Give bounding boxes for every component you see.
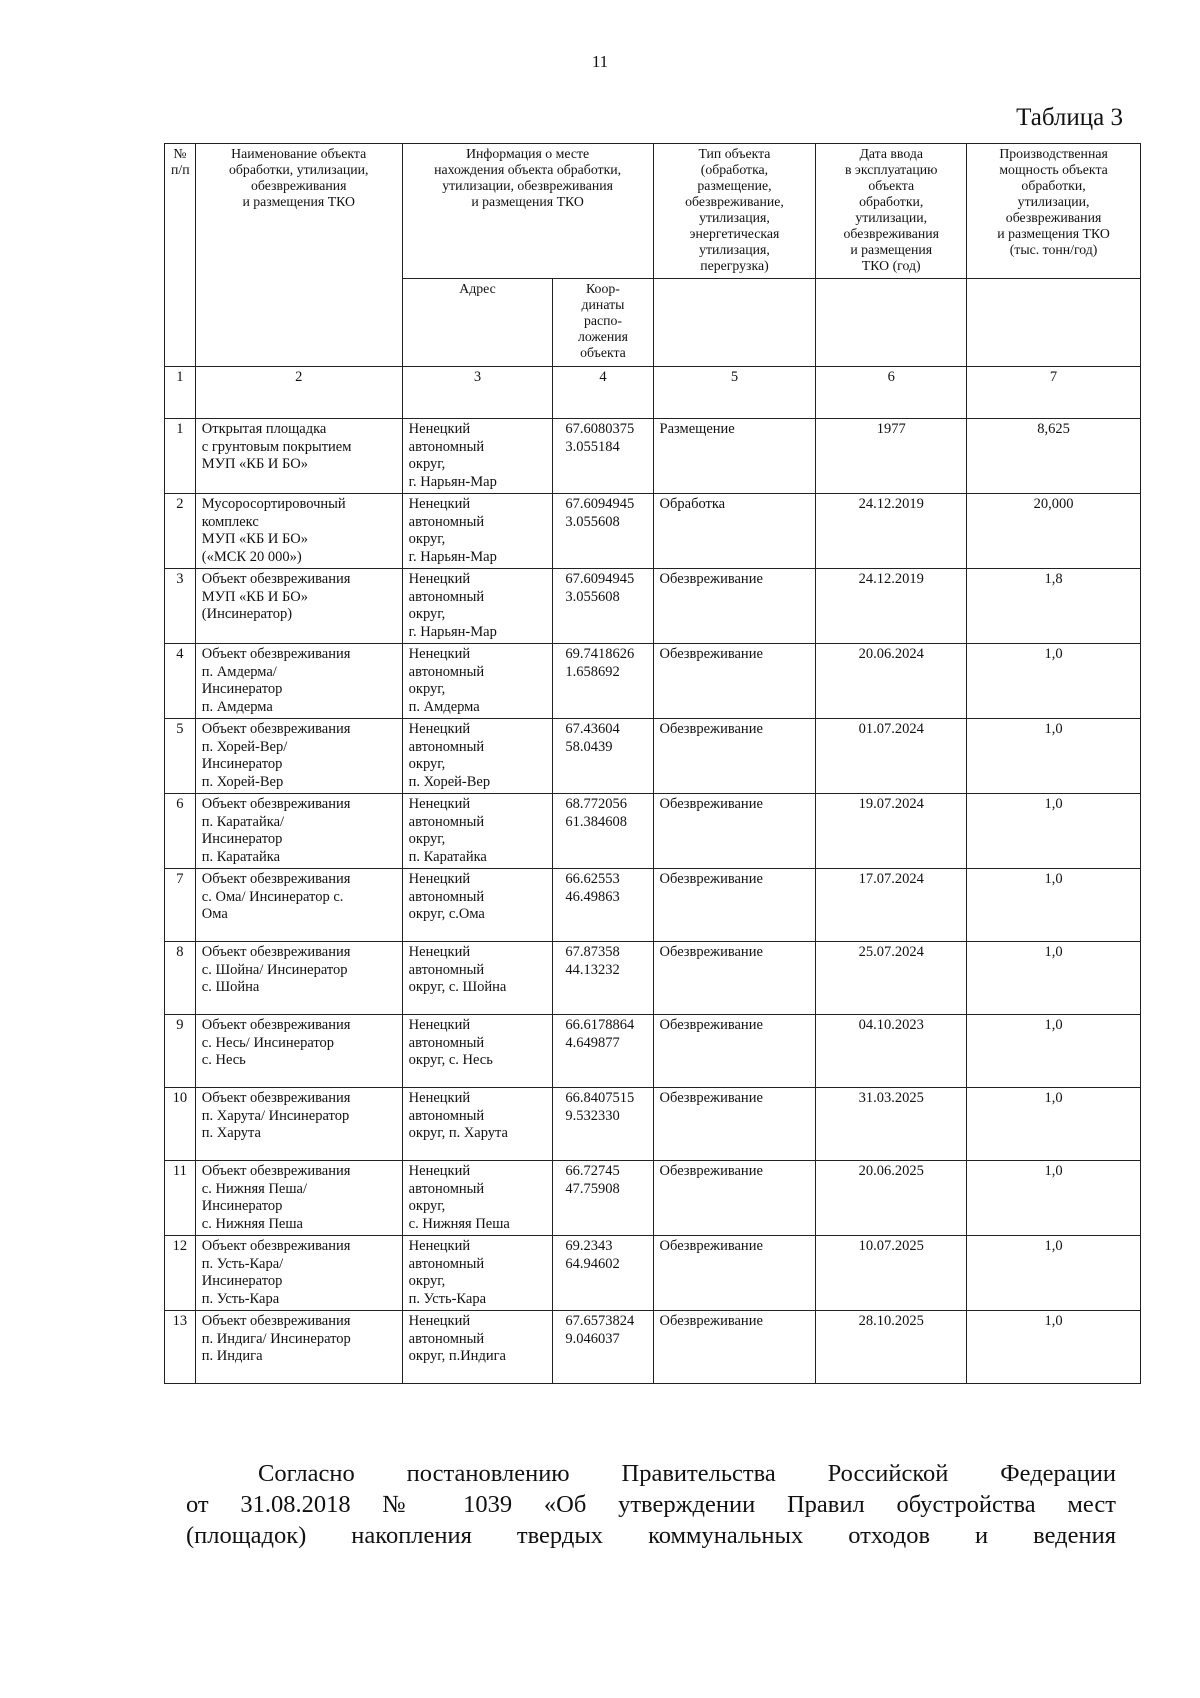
cell-line: 67.6573824	[565, 1313, 635, 1329]
cell-line: МУП «КБ И БО»	[201, 531, 308, 547]
cell-line: с. Несь	[201, 1052, 246, 1068]
header-line: Информация о месте	[466, 146, 590, 161]
header-line: №	[173, 146, 187, 161]
header-line: обработки,	[1021, 178, 1086, 193]
cell-line: 9.532330	[565, 1107, 620, 1124]
cell-line: г. Нарьян-Мар	[408, 623, 497, 640]
facility-name	[195, 942, 402, 1015]
commissioning-date: 20.06.2024	[816, 644, 967, 719]
cell-line: Объект обезвреживания	[201, 721, 351, 737]
header-sub-empty	[967, 279, 1141, 367]
facility-capacity: 1,0	[967, 869, 1141, 942]
header-line: утилизация,	[699, 242, 770, 257]
facility-type: Обезвреживание	[653, 1311, 816, 1384]
cell-line: Инсинератор	[201, 681, 283, 697]
header-col-location	[402, 144, 653, 279]
facility-coordinates	[553, 869, 653, 942]
header-line: утилизации,	[1017, 194, 1090, 209]
header-line: и размещения ТКО	[471, 194, 584, 209]
cell-line: п. Усть-Кара	[201, 1290, 280, 1307]
commissioning-date: 17.07.2024	[816, 869, 967, 942]
header-line: в эксплуатацию	[844, 162, 938, 177]
cell-line: с. Нижняя Пеша	[201, 1215, 303, 1232]
cell-line: п. Хорей-Вер/	[201, 738, 288, 755]
table-row	[165, 719, 1141, 794]
commissioning-date: 24.12.2019	[816, 494, 967, 569]
facility-capacity: 1,0	[967, 942, 1141, 1015]
facility-coordinates	[553, 569, 653, 644]
row-number: 5	[165, 719, 196, 794]
facility-capacity: 1,0	[967, 1161, 1141, 1236]
facility-address	[402, 794, 553, 869]
facility-capacity: 1,0	[967, 644, 1141, 719]
row-number: 2	[165, 494, 196, 569]
cell-line: округ,	[408, 681, 446, 697]
cell-line: автономный	[408, 588, 485, 605]
header-line: распо-	[583, 313, 622, 328]
cell-line: п. Индига/ Инсинератор	[201, 1330, 351, 1347]
facility-address	[402, 494, 553, 569]
paragraph-line: (площадок) накопления твердых коммунальных отходов и ведения	[186, 1522, 1116, 1549]
header-sub-empty	[653, 279, 816, 367]
cell-line: с. Несь/ Инсинератор	[201, 1034, 335, 1051]
cell-line: 9.046037	[565, 1330, 620, 1347]
header-line: и размещения ТКО	[242, 194, 355, 209]
cell-line: Объект обезвреживания	[201, 1238, 351, 1254]
table-row	[165, 869, 1141, 942]
cell-line: 67.6094945	[565, 496, 635, 512]
header-line: обезвреживания	[843, 226, 939, 241]
cell-line: Инсинератор	[201, 1273, 283, 1289]
cell-line: округ,	[408, 1273, 446, 1289]
cell-line: автономный	[408, 663, 485, 680]
header-line: утилизация,	[699, 210, 770, 225]
header-line: Производственная	[999, 146, 1108, 161]
cell-line: автономный	[408, 1180, 485, 1197]
cell-line: 66.62553	[565, 871, 620, 887]
facility-coordinates	[553, 1236, 653, 1311]
header-line: обезвреживания	[1005, 210, 1102, 225]
facility-coordinates	[553, 794, 653, 869]
table-caption: Таблица 3	[1016, 104, 1123, 131]
facility-capacity: 1,0	[967, 1311, 1141, 1384]
column-number: 1	[165, 367, 196, 419]
facility-coordinates	[553, 644, 653, 719]
header-line: утилизации, обезвреживания	[442, 178, 613, 193]
cell-line: Ненецкий	[408, 1017, 471, 1033]
facility-coordinates	[553, 719, 653, 794]
header-line: п/п	[171, 162, 190, 177]
cell-line: с. Шойна/ Инсинератор	[201, 961, 348, 978]
table-row	[165, 1015, 1141, 1088]
commissioning-date: 28.10.2025	[816, 1311, 967, 1384]
cell-line: п. Хорей-Вер	[408, 773, 491, 790]
cell-line: округ, с. Шойна	[408, 979, 507, 995]
column-number: 6	[816, 367, 967, 419]
facility-type: Обезвреживание	[653, 719, 816, 794]
cell-line: Инсинератор	[201, 1198, 283, 1214]
facility-name	[195, 494, 402, 569]
commissioning-date: 20.06.2025	[816, 1161, 967, 1236]
cell-line: комплекс	[201, 513, 259, 530]
facility-coordinates	[553, 1161, 653, 1236]
header-col-number	[165, 144, 196, 367]
facility-name	[195, 419, 402, 494]
cell-line: автономный	[408, 438, 485, 455]
cell-line: п. Усть-Кара	[408, 1290, 487, 1307]
facility-type: Обезвреживание	[653, 1015, 816, 1088]
facility-type: Размещение	[653, 419, 816, 494]
cell-line: округ,	[408, 756, 446, 772]
cell-line: 4.649877	[565, 1034, 620, 1051]
page-number: 11	[591, 52, 609, 71]
facility-name	[195, 1161, 402, 1236]
facility-address	[402, 942, 553, 1015]
cell-line: п. Амдерма	[408, 698, 480, 715]
facility-name	[195, 869, 402, 942]
row-number: 1	[165, 419, 196, 494]
cell-line: МУП «КБ И БО»	[201, 456, 308, 472]
column-number: 5	[653, 367, 816, 419]
cell-line: п. Каратайка	[201, 848, 281, 865]
cell-line: округ,	[408, 1198, 446, 1214]
cell-line: автономный	[408, 1107, 485, 1124]
header-line: ТКО (год)	[861, 258, 921, 273]
cell-line: с. Ома/ Инсинератор с.	[201, 888, 344, 905]
table-row	[165, 419, 1141, 494]
table-row	[165, 942, 1141, 1015]
cell-line: 3.055184	[565, 438, 620, 455]
header-line: и размещения	[850, 242, 933, 257]
table-row	[165, 569, 1141, 644]
facility-coordinates	[553, 1015, 653, 1088]
facility-type: Обработка	[653, 494, 816, 569]
header-line: (тыс. тонн/год)	[1009, 242, 1098, 257]
cell-line: 3.055608	[565, 588, 620, 605]
row-number: 3	[165, 569, 196, 644]
header-sub-coords	[553, 279, 653, 367]
header-line: мощность объекта	[999, 162, 1108, 177]
cell-line: Объект обезвреживания	[201, 1313, 351, 1329]
facility-type: Обезвреживание	[653, 1088, 816, 1161]
cell-line: 69.7418626	[565, 646, 635, 662]
cell-line: 66.8407515	[565, 1090, 635, 1106]
header-line: (обработка,	[700, 162, 769, 177]
cell-line: с. Шойна	[201, 979, 260, 995]
commissioning-date: 1977	[816, 419, 967, 494]
cell-line: округ, с. Несь	[408, 1052, 493, 1068]
cell-line: 64.94602	[565, 1255, 620, 1272]
cell-line: Инсинератор	[201, 756, 283, 772]
header-line: обработки,	[859, 194, 924, 209]
header-line: нахождения объекта обработки,	[434, 162, 622, 177]
cell-line: автономный	[408, 813, 485, 830]
cell-line: с. Нижняя Пеша/	[201, 1180, 307, 1197]
facility-capacity: 1,0	[967, 794, 1141, 869]
facility-capacity: 1,0	[967, 1236, 1141, 1311]
commissioning-date: 31.03.2025	[816, 1088, 967, 1161]
header-col-name	[195, 144, 402, 367]
cell-line: Открытая площадка	[201, 421, 327, 437]
table-row	[165, 644, 1141, 719]
facility-address	[402, 569, 553, 644]
cell-line: 58.0439	[565, 738, 613, 755]
cell-line: 68.772056	[565, 796, 628, 812]
column-number: 7	[967, 367, 1141, 419]
header-line: утилизации,	[855, 210, 928, 225]
header-line: обработки, утилизации,	[229, 162, 369, 177]
facility-address	[402, 869, 553, 942]
cell-line: Инсинератор	[201, 831, 283, 847]
row-number: 11	[165, 1161, 196, 1236]
header-line: Дата ввода	[859, 146, 923, 161]
cell-line: п. Амдерма/	[201, 663, 277, 680]
row-number: 4	[165, 644, 196, 719]
header-line: энергетическая	[689, 226, 780, 241]
cell-line: округ, п.Индига	[408, 1348, 506, 1364]
cell-line: 69.2343	[565, 1238, 613, 1254]
header-line: размещение,	[697, 178, 772, 193]
facility-name	[195, 1015, 402, 1088]
cell-line: 67.43604	[565, 721, 620, 737]
facility-type: Обезвреживание	[653, 869, 816, 942]
header-sub-empty	[816, 279, 967, 367]
cell-line: г. Нарьян-Мар	[408, 473, 497, 490]
cell-line: Объект обезвреживания	[201, 1090, 351, 1106]
cell-line: п. Амдерма	[201, 698, 273, 715]
cell-line: п. Каратайка/	[201, 813, 285, 830]
facility-coordinates	[553, 1311, 653, 1384]
cell-line: 67.87358	[565, 944, 620, 960]
facility-capacity: 1,8	[967, 569, 1141, 644]
facility-name	[195, 1311, 402, 1384]
header-line: обезвреживание,	[685, 194, 784, 209]
cell-line: Ненецкий	[408, 1238, 471, 1254]
facility-type: Обезвреживание	[653, 942, 816, 1015]
facility-capacity: 1,0	[967, 1088, 1141, 1161]
row-number: 12	[165, 1236, 196, 1311]
cell-line: автономный	[408, 1034, 485, 1051]
row-number: 6	[165, 794, 196, 869]
facility-address	[402, 1088, 553, 1161]
column-number: 4	[553, 367, 653, 419]
header-line: объекта	[868, 178, 915, 193]
cell-line: автономный	[408, 513, 485, 530]
header-line: Наименование объекта	[231, 146, 367, 161]
facility-name	[195, 644, 402, 719]
cell-line: МУП «КБ И БО»	[201, 588, 308, 605]
header-sub-address: Адрес	[402, 279, 553, 367]
cell-line: 46.49863	[565, 888, 620, 905]
facility-type: Обезвреживание	[653, 1236, 816, 1311]
cell-line: п. Усть-Кара/	[201, 1255, 284, 1272]
facility-type: Обезвреживание	[653, 569, 816, 644]
cell-line: Ненецкий	[408, 421, 471, 437]
cell-line: автономный	[408, 1330, 485, 1347]
facility-address	[402, 1161, 553, 1236]
facility-type: Обезвреживание	[653, 644, 816, 719]
header-col-type	[653, 144, 816, 279]
cell-line: Объект обезвреживания	[201, 1017, 351, 1033]
facility-address	[402, 719, 553, 794]
facility-capacity: 8,625	[967, 419, 1141, 494]
commissioning-date: 19.07.2024	[816, 794, 967, 869]
cell-line: Ненецкий	[408, 721, 471, 737]
row-number: 7	[165, 869, 196, 942]
cell-line: округ,	[408, 531, 446, 547]
row-number: 8	[165, 942, 196, 1015]
cell-line: 47.75908	[565, 1180, 620, 1197]
cell-line: округ, п. Харута	[408, 1125, 508, 1141]
cell-line: Ненецкий	[408, 944, 471, 960]
cell-line: 67.6094945	[565, 571, 635, 587]
cell-line: п. Индига	[201, 1348, 263, 1364]
row-number: 10	[165, 1088, 196, 1161]
column-number: 3	[402, 367, 553, 419]
row-number: 9	[165, 1015, 196, 1088]
cell-line: автономный	[408, 738, 485, 755]
cell-line: Ненецкий	[408, 496, 471, 512]
commissioning-date: 10.07.2025	[816, 1236, 967, 1311]
cell-line: округ, с.Ома	[408, 906, 485, 922]
facility-type: Обезвреживание	[653, 794, 816, 869]
header-line: объекта	[580, 345, 626, 360]
cell-line: п. Хорей-Вер	[201, 773, 284, 790]
cell-line: п. Харута	[201, 1125, 261, 1141]
header-line: перегрузка)	[700, 258, 769, 273]
commissioning-date: 24.12.2019	[816, 569, 967, 644]
header-line: обезвреживания	[250, 178, 347, 193]
facility-capacity: 1,0	[967, 1015, 1141, 1088]
header-col-capacity	[967, 144, 1141, 279]
cell-line: 44.13232	[565, 961, 620, 978]
facility-coordinates	[553, 942, 653, 1015]
cell-line: автономный	[408, 888, 485, 905]
paragraph-line: Согласно постановлению Правительства Российской Федерации	[258, 1460, 1116, 1487]
facility-name	[195, 719, 402, 794]
cell-line: (Инсинератор)	[201, 606, 293, 622]
header-row-main	[165, 144, 1141, 279]
cell-line: Ненецкий	[408, 871, 471, 887]
header-line: динаты	[581, 297, 625, 312]
cell-line: Объект обезвреживания	[201, 871, 351, 887]
cell-line: Объект обезвреживания	[201, 646, 351, 662]
cell-line: Ненецкий	[408, 646, 471, 662]
cell-line: Объект обезвреживания	[201, 571, 351, 587]
facility-address	[402, 1311, 553, 1384]
header-line: ложения	[577, 329, 628, 344]
cell-line: округ,	[408, 831, 446, 847]
facility-coordinates	[553, 494, 653, 569]
cell-line: автономный	[408, 1255, 485, 1272]
facility-name	[195, 1236, 402, 1311]
cell-line: («МСК 20 000»)	[201, 548, 302, 565]
cell-line: 61.384608	[565, 813, 628, 830]
cell-line: п. Каратайка	[408, 848, 487, 865]
cell-line: Объект обезвреживания	[201, 1163, 351, 1179]
facility-capacity: 1,0	[967, 719, 1141, 794]
facility-address	[402, 1236, 553, 1311]
body-paragraph	[186, 1458, 1116, 1551]
cell-line: 66.6178864	[565, 1017, 635, 1033]
facility-capacity: 20,000	[967, 494, 1141, 569]
commissioning-date: 01.07.2024	[816, 719, 967, 794]
facility-address	[402, 1015, 553, 1088]
table-row	[165, 794, 1141, 869]
paragraph-line: от 31.08.2018 № 1039 «Об утверждении Правил обустройства мест	[186, 1491, 1116, 1518]
cell-line: Ненецкий	[408, 1163, 471, 1179]
facility-name	[195, 569, 402, 644]
facility-name	[195, 1088, 402, 1161]
table-row	[165, 1236, 1141, 1311]
table-row	[165, 1311, 1141, 1384]
cell-line: Мусоросортировочный	[201, 496, 346, 512]
row-number: 13	[165, 1311, 196, 1384]
cell-line: 66.72745	[565, 1163, 620, 1179]
commissioning-date: 25.07.2024	[816, 942, 967, 1015]
cell-line: округ,	[408, 606, 446, 622]
cell-line: Объект обезвреживания	[201, 796, 351, 812]
facilities-table	[164, 143, 1141, 1384]
cell-line: Ненецкий	[408, 1090, 471, 1106]
facility-coordinates	[553, 1088, 653, 1161]
facility-coordinates	[553, 419, 653, 494]
cell-line: с грунтовым покрытием	[201, 438, 352, 455]
table-row	[165, 494, 1141, 569]
header-col-date	[816, 144, 967, 279]
cell-line: 1.658692	[565, 663, 620, 680]
facility-type: Обезвреживание	[653, 1161, 816, 1236]
cell-line: Ненецкий	[408, 571, 471, 587]
table-row	[165, 1088, 1141, 1161]
table-row	[165, 1161, 1141, 1236]
cell-line: округ,	[408, 456, 446, 472]
cell-line: автономный	[408, 961, 485, 978]
cell-line: 67.6080375	[565, 421, 635, 437]
cell-line: 3.055608	[565, 513, 620, 530]
cell-line: Ненецкий	[408, 796, 471, 812]
cell-line: Объект обезвреживания	[201, 944, 351, 960]
cell-line: Ома	[201, 906, 228, 922]
facility-name	[195, 794, 402, 869]
cell-line: г. Нарьян-Мар	[408, 548, 497, 565]
column-number-row	[165, 367, 1141, 419]
facility-address	[402, 644, 553, 719]
cell-line: Ненецкий	[408, 1313, 471, 1329]
cell-line: п. Харута/ Инсинератор	[201, 1107, 350, 1124]
header-line: Коор-	[586, 281, 620, 296]
header-line: и размещения ТКО	[997, 226, 1110, 241]
commissioning-date: 04.10.2023	[816, 1015, 967, 1088]
cell-line: с. Нижняя Пеша	[408, 1215, 510, 1232]
header-line: Тип объекта	[698, 146, 771, 161]
facility-address	[402, 419, 553, 494]
column-number: 2	[195, 367, 402, 419]
